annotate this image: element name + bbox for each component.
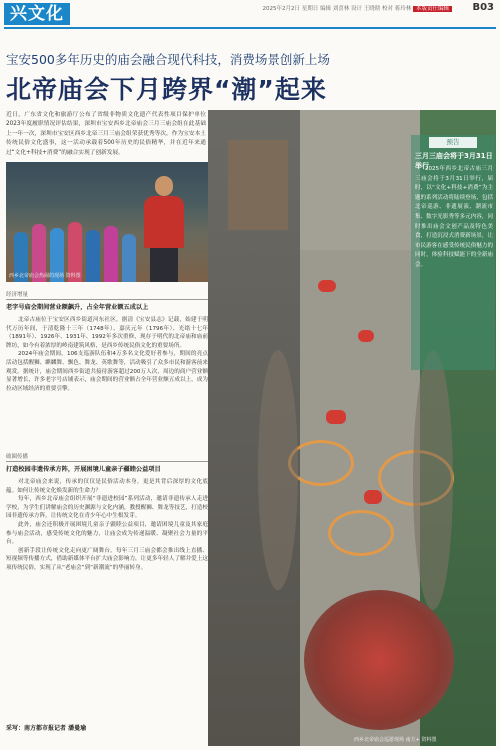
lion-dance <box>318 280 336 292</box>
section-masthead: 兴文化 <box>4 3 70 25</box>
section-subtitle: 打造校园非遗传承方阵，开展困境儿童亲子疆睦公益项目 <box>6 466 161 473</box>
performer-figure <box>86 230 100 282</box>
section-outreach <box>6 452 208 473</box>
lion-dance <box>364 490 382 504</box>
spectators-right <box>413 350 453 610</box>
sidebar-text: 2025年西乡北帝古庙三月三庙会将于3月31日举行，届时，以“文化+科技+消费”为主题的系列活动将陆续登场，包括北帝巡游、非遗展演、潮流市集、数字光影秀等多元内容，同时推出庙会文创产品及特色美食，打造沉浸式消费新场景，让市民游客在感受传统民俗魅力的同时，体验科技赋能下的全新庙会。 <box>415 166 493 268</box>
sidebar-title: 三月三庙会将于3月31日举行 <box>415 152 493 170</box>
editor-tag: 本版责任编辑 <box>413 6 452 12</box>
parade-photo <box>6 162 212 282</box>
article-kicker: 宝安500多年历史的庙会融合现代科技，消费场景创新上场 <box>6 52 330 67</box>
article-lead: 近日，广东省文化和旅游厅公布了省级非物质文化遗产代表性项目保护单位2023年度履职情况评估结果，深圳市宝安西乡北帝庙会三月三庙会组在此基础上一年一次，深圳市宝安区西乡北帝三月三庙会组荣获优秀等次。作为宝安本土传统民俗文化盛事，这一活动承载着500年历史的民俗精华，并在近年来通过“文化+科技+消费”的融合实现了创新发展。 <box>6 112 206 156</box>
body-paragraph: 创新手段让传统文化走向更广阔舞台。每年三月三庙会都会推出线上直播、短视频等传播方式，借助新媒体平台扩大庙会影响力，让更多年轻人了解并爱上这项传统民俗，实现了从“老庙会”到“新潮流”的华丽转身。 <box>6 547 208 571</box>
body-paragraph: 2024年庙会期间，106支巡游队伍和4万多名文化爱好者参与，期间的亮点活动包括醒狮、麒麟舞、飘色、舞龙、英歌舞等，活动吸引了众多市民和游客前来观赏。据统计，庙会期间西乡街道共接待游客超过200万人次，周边的商户营业额显著增长，许多老字号店铺表示，庙会期间的营业额占全年营业额五成以上，成为拉动区域经济的重要引擎。 <box>6 351 208 392</box>
page-header <box>0 0 500 30</box>
issue-meta <box>262 4 452 12</box>
shop-building <box>228 140 288 230</box>
section-outreach-body <box>6 478 208 573</box>
section-subtitle: 老字号庙会期间营业额飙升，占全年营业额五成以上 <box>6 304 149 311</box>
boy-in-red-figure <box>142 176 186 282</box>
spectators-left <box>258 350 298 590</box>
fire-dragon-arc <box>328 510 394 556</box>
far-street <box>300 110 420 250</box>
section-label: 经济增量 <box>6 290 208 300</box>
float-crowd <box>304 590 454 730</box>
photo-caption: 西乡北帝庙会巡游现场 南方+ 资料图 <box>354 737 437 743</box>
preview-sidebar <box>411 135 495 370</box>
body-paragraph: 对北帝庙会来说，传承的仅仅是民俗活动本身，更是其背后深厚的文化底蕴。如何让传统文化焕发新的生命力？ <box>6 479 208 494</box>
section-economy-body <box>6 316 208 393</box>
lion-dance <box>326 410 346 424</box>
section-label: 破圈传播 <box>6 452 208 462</box>
sidebar-ribbon: 预告 <box>429 137 477 148</box>
performer-figure <box>122 234 136 282</box>
article-headline: 北帝庙会下月跨界“潮”起来 <box>6 75 327 104</box>
performer-figure <box>104 226 118 282</box>
issue-date-editors: 2025年2月2日 星期日 编辑 刘喜林 设计 王晓晗 校对 蒋玲林 <box>262 6 412 12</box>
header-rule <box>4 27 496 29</box>
section-economy <box>6 290 208 311</box>
page-number: B03 <box>472 2 494 13</box>
photo-caption: 西乡北帝庙会热闹的现场 资料图 <box>9 273 81 279</box>
body-paragraph: 此外，庙会还积极开展困境儿童亲子疆睦公益项目，邀请困境儿童及其家庭参与庙会活动，感受传统文化的魅力，让庙会成为传递温暖、凝聚社会力量的平台。 <box>6 521 208 546</box>
lion-dance <box>358 330 374 342</box>
article-byline: 采写：南方都市报记者 潘曼瑜 <box>6 725 87 732</box>
body-paragraph: 北帝古庙位于宝安区西乡街道河东社区，据清《宝安县志》记载，始建于明代万历年间，于清乾隆十三年（1748年）、嘉庆元年（1796年）、光绪十七年（1891年）、1926年、1931年、1992年多次重修，现存于明代的北帝庙和庙前牌坊，如今有着浓厚的岭南建筑风格，是西乡传统民俗文化的重要场所。 <box>6 317 208 349</box>
body-paragraph: 每年，西乡北帝庙会组织开展“非遗进校园”系列活动，邀请非遗传承人走进学校，为学生们讲解庙会的历史渊源与文化内涵，教授醒狮、舞龙等技艺，打造校园非遗传承方阵，让传统文化在青少年心中生根发芽。 <box>6 496 208 520</box>
